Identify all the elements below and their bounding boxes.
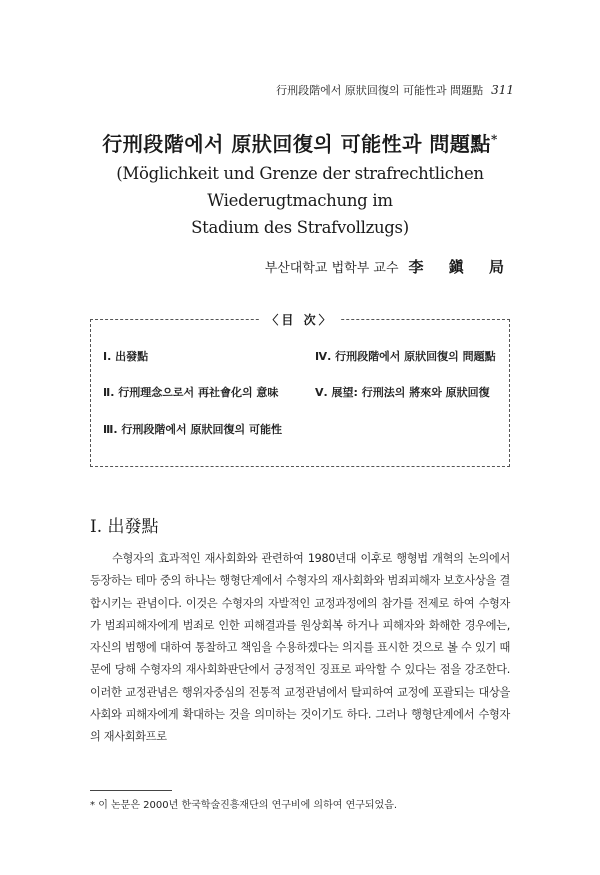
footnote	[90, 796, 397, 811]
author-line	[265, 256, 514, 277]
toc-item-4[interactable]: Ⅳ. 行刑段階에서 原狀回復의 問題點	[315, 350, 496, 363]
subtitle-line-2: Stadium des Strafvollzugs)	[191, 218, 409, 237]
paper-title	[0, 128, 600, 157]
section-heading: I. 出發點	[90, 517, 159, 537]
toc-item-3[interactable]: Ⅲ. 行刑段階에서 原狀回復의 可能性	[103, 423, 282, 436]
title-footnote-mark[interactable]: *	[490, 132, 498, 147]
footnote-mark: *	[90, 800, 95, 811]
footnote-divider	[90, 790, 172, 791]
paper-subtitle	[70, 160, 530, 241]
toc-item-1[interactable]: Ⅰ. 出發點	[103, 350, 149, 363]
toc-item-2[interactable]: Ⅱ. 行刑理念으로서 再社會化의 意味	[103, 386, 279, 399]
table-of-contents	[90, 313, 510, 467]
toc-item-5[interactable]: Ⅴ. 展望: 行刑法의 將來와 原狀回復	[315, 386, 490, 399]
body-paragraph: 수형자의 효과적인 재사회화와 관련하여 1980년대 이후로 행형법 개혁의 논의에서 등장하는 테마 중의 하나는 행형단계에서 수형자의 재사회화와 범죄피해자 보호사상을 결합시키는 관념이다. 이것은 수형자의 자발적인 교정과정에의 참가를 전제로 하여 수형자가 범죄피해자에게 범죄로 인한 피해결과를 원상회복 하거나 피해자와 화해한 경우에는, 자신의 범행에 대하여 통찰하고 책임을 수용하겠다는 의지를 표시한 것으로 볼 수 있기 때문에 당해 수형자의 재사회화판단에서 긍정적인 징표로 파악할 수 있다는 점을 강조한다. 이러한 교정관념은 행위자중심의 전통적 교정관념에서 탈피하여 교정에 포괄되는 대상을 사회와 피해자에게 확대하는 것을 의미하는 것이기도 하다. 그러나 행형단계에서 수형자의 재사회화프로	[90, 552, 510, 744]
running-head	[276, 82, 514, 98]
toc-heading: 〈目 次〉	[91, 311, 509, 328]
page-number: 311	[491, 83, 514, 97]
footnote-text: 이 논문은 2000년 한국학술진흥재단의 연구비에 의하여 연구되었음.	[98, 800, 398, 811]
author-affiliation: 부산대학교 법학부 교수	[264, 261, 399, 276]
paper-title-text: 行刑段階에서 原狀回復의 可能性과 問題點	[102, 132, 491, 156]
author-name: 李 鎭 局	[408, 258, 514, 276]
running-head-title: 行刑段階에서 原狀回復의 可能性과 問題點	[276, 84, 484, 97]
subtitle-line-1: (Möglichkeit und Grenze der strafrechtlichen Wiederugtmachung im	[116, 164, 484, 210]
